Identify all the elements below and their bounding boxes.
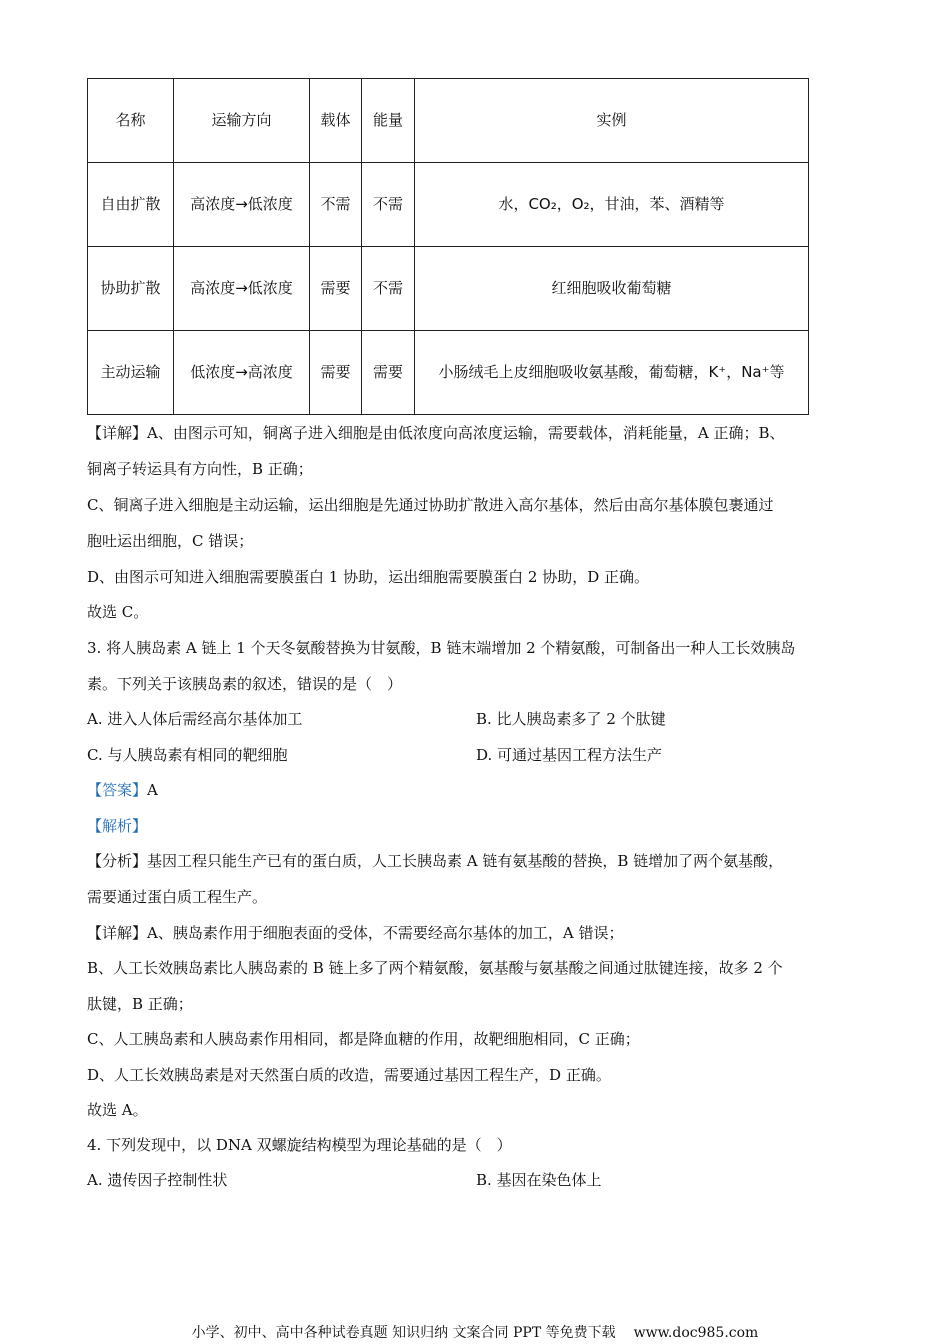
transport-table (87, 78, 809, 415)
header-example: 实例 (415, 79, 809, 163)
cell-name: 协助扩散 (88, 247, 174, 331)
q4-stem: 4. 下列发现中，以 DNA 双螺旋结构模型为理论基础的是（ ） (87, 1136, 512, 1154)
page-footer (0, 1322, 950, 1342)
cell-direction: 低浓度→高浓度 (174, 331, 310, 415)
detail-tag: 【详解】 (87, 424, 148, 442)
table-row (88, 331, 809, 415)
header-carrier: 载体 (310, 79, 362, 163)
q2-detail-line: D、由图示可知进入细胞需要膜蛋白 1 协助，运出细胞需要膜蛋白 2 协助，D 正确。 (87, 568, 649, 586)
cell-energy: 不需 (362, 247, 415, 331)
cell-direction: 高浓度→低浓度 (174, 163, 310, 247)
cell-direction: 高浓度→低浓度 (174, 247, 310, 331)
table-row (88, 163, 809, 247)
q3-option-b: B. 比人胰岛素多了 2 个肽键 (476, 710, 666, 728)
footer-link[interactable]: www.doc985.com (633, 1325, 759, 1341)
cell-carrier: 需要 (310, 247, 362, 331)
q2-detail-line (87, 422, 784, 444)
q3-analysis-tag: 【解析】 (87, 817, 148, 835)
cell-energy: 不需 (362, 163, 415, 247)
q3-fenxi-line: 需要通过蛋白质工程生产。 (87, 888, 268, 906)
q3-conclusion: 故选 A。 (87, 1101, 148, 1119)
detail-text: A、胰岛素作用于细胞表面的受体，不需要经高尔基体的加工，A 错误； (147, 924, 624, 942)
q3-option-d: D. 可通过基因工程方法生产 (476, 746, 663, 764)
header-name: 名称 (88, 79, 174, 163)
table-header-row (88, 79, 809, 163)
detail-text: A、由图示可知，铜离子进入细胞是由低浓度向高浓度运输，需要载体，消耗能量，A 正确；B、 (147, 424, 785, 442)
header-direction: 运输方向 (174, 79, 310, 163)
answer-tag: 【答案】 (87, 781, 148, 799)
q2-detail-line: 铜离子转运具有方向性，B 正确； (87, 460, 313, 478)
q3-detail-line (87, 922, 623, 944)
fenxi-text: 基因工程只能生产已有的蛋白质，人工长胰岛素 A 链有氨基酸的替换，B 链增加了两个氨基酸， (147, 852, 784, 870)
detail-tag: 【详解】 (87, 924, 148, 942)
q3-stem-line: 素。下列关于该胰岛素的叙述，错误的是（ ） (87, 675, 403, 693)
answer-value: A (147, 781, 158, 799)
footer-text: 小学、初中、高中各种试卷真题 知识归纳 文案合同 PPT 等免费下载 (191, 1325, 616, 1341)
cell-carrier: 需要 (310, 331, 362, 415)
q3-stem-line: 3. 将人胰岛素 A 链上 1 个天冬氨酸替换为甘氨酸，B 链末端增加 2 个精氨酸，可制备出一种人工长效胰岛 (87, 639, 796, 657)
q2-detail-line: 胞吐运出细胞，C 错误； (87, 532, 254, 550)
q4-option-b: B. 基因在染色体上 (476, 1171, 602, 1189)
q3-detail-line: B、人工长效胰岛素比人胰岛素的 B 链上多了两个精氨酸，氨基酸与氨基酸之间通过肽键连接，故多 2 个 (87, 959, 783, 977)
q3-detail-line: C、人工胰岛素和人胰岛素作用相同，都是降血糖的作用，故靶细胞相同，C 正确； (87, 1030, 640, 1048)
cell-name: 自由扩散 (88, 163, 174, 247)
q3-fenxi-line (87, 850, 783, 872)
cell-energy: 需要 (362, 331, 415, 415)
cell-name: 主动运输 (88, 331, 174, 415)
q4-option-a: A. 遗传因子控制性状 (87, 1171, 228, 1189)
cell-carrier: 不需 (310, 163, 362, 247)
q2-detail-line: C、铜离子进入细胞是主动运输，运出细胞是先通过协助扩散进入高尔基体，然后由高尔基体膜包裹通过 (87, 496, 774, 514)
q2-conclusion: 故选 C。 (87, 603, 149, 621)
cell-example: 小肠绒毛上皮细胞吸收氨基酸，葡萄糖，K⁺，Na⁺等 (415, 331, 809, 415)
q3-detail-line: 肽键，B 正确； (87, 995, 193, 1013)
fenxi-tag: 【分析】 (87, 852, 148, 870)
q3-option-a: A. 进入人体后需经高尔基体加工 (87, 710, 303, 728)
table-row (88, 247, 809, 331)
q3-detail-line: D、人工长效胰岛素是对天然蛋白质的改造，需要通过基因工程生产，D 正确。 (87, 1066, 611, 1084)
cell-example: 水，CO₂，O₂，甘油，苯、酒精等 (415, 163, 809, 247)
q3-answer (87, 779, 158, 801)
q3-option-c: C. 与人胰岛素有相同的靶细胞 (87, 746, 288, 764)
header-energy: 能量 (362, 79, 415, 163)
cell-example: 红细胞吸收葡萄糖 (415, 247, 809, 331)
